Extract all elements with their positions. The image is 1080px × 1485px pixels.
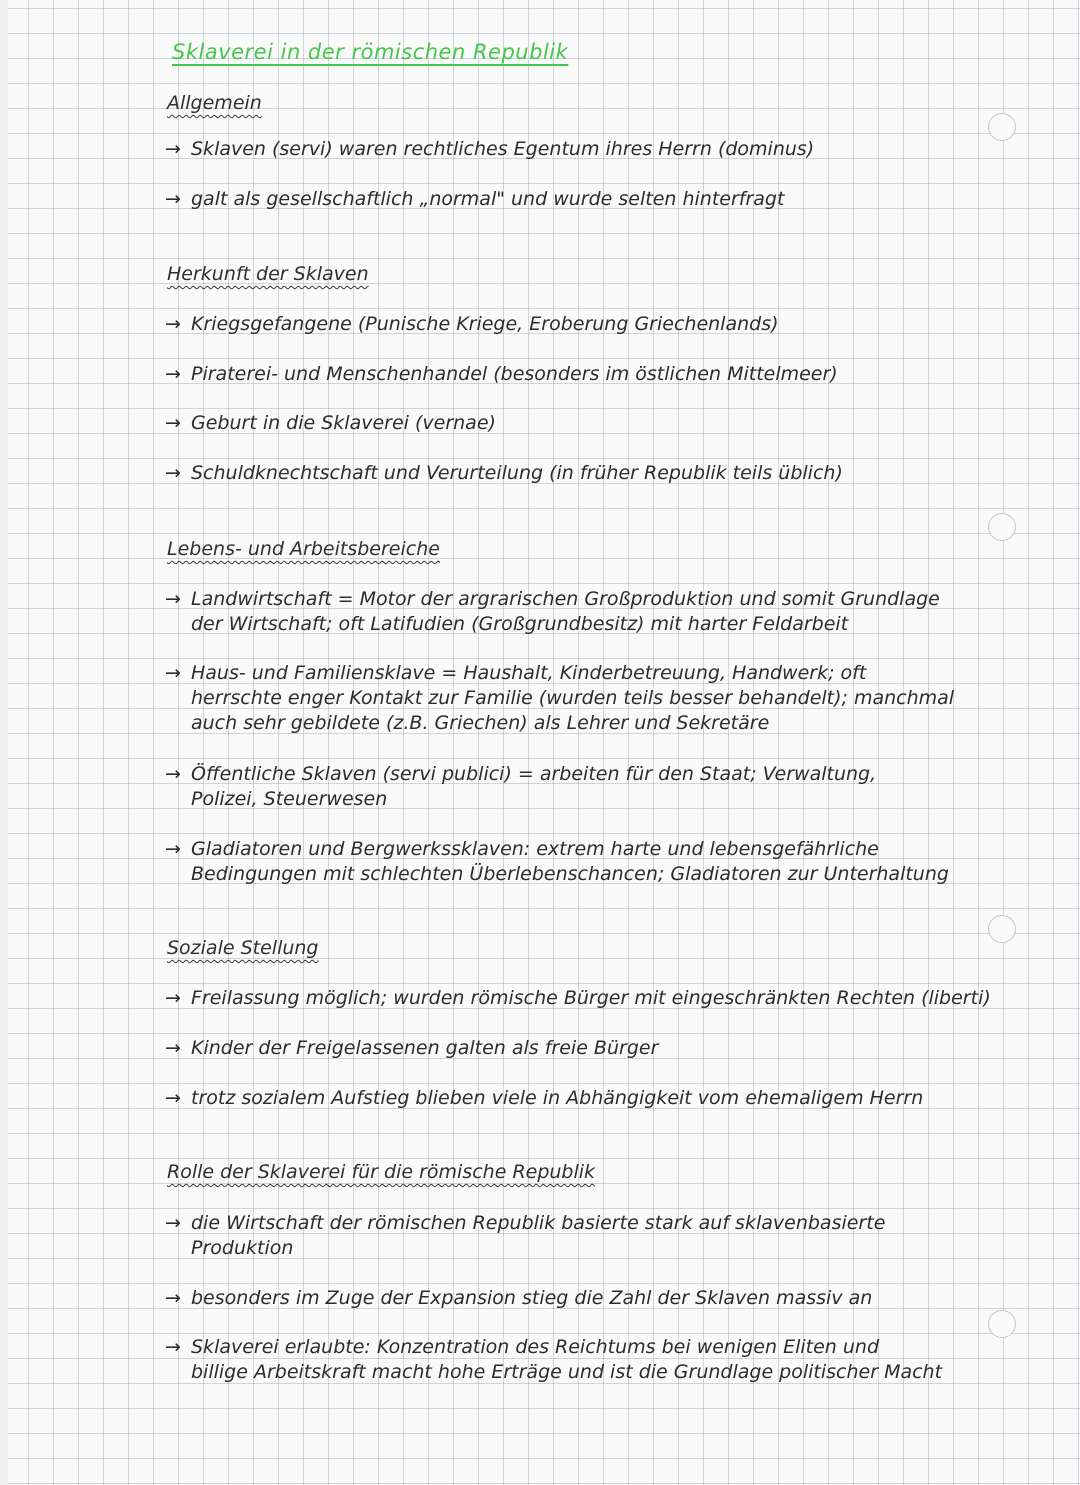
arrow-icon: → bbox=[165, 662, 181, 684]
page-title: Sklaverei in der römischen Republik bbox=[172, 40, 569, 64]
arrow-icon: → bbox=[165, 138, 181, 160]
arrow-icon: → bbox=[165, 1287, 181, 1309]
arrow-icon: → bbox=[165, 838, 181, 860]
arrow-icon: → bbox=[165, 188, 181, 210]
section-heading-rolle: Rolle der Sklaverei für die römische Republik bbox=[167, 1161, 596, 1183]
list-item: → Landwirtschaft = Motor der argrarischen Großproduktion und somit Grundlage der Wirtschaft; oft Latifudien (Großgrundbesitz) mit harter Feldarbeit bbox=[165, 588, 940, 635]
list-item: → Piraterei- und Menschenhandel (besonders im östlichen Mittelmeer) bbox=[165, 363, 838, 385]
list-item: → Gladiatoren und Bergwerkssklaven: extrem harte und lebensgefährliche Bedingungen mit schlechten Überlebenschancen; Gladiatoren zur Unterhaltung bbox=[165, 838, 949, 885]
list-item: → galt als gesellschaftlich „normal" und wurde selten hinterfragt bbox=[165, 188, 785, 210]
list-item: → Haus- und Familiensklave = Haushalt, Kinderbetreuung, Handwerk; oft herrschte enger Kontakt zur Familie (wurden teils besser behandelt); manchmal auch sehr gebildete (z.B. Griechen) als Lehrer und Sekretäre bbox=[165, 662, 955, 734]
arrow-icon: → bbox=[165, 412, 181, 434]
arrow-icon: → bbox=[165, 588, 181, 610]
page-edge bbox=[0, 0, 8, 1485]
punch-hole bbox=[988, 1310, 1016, 1338]
list-item: → Sklaven (servi) waren rechtliches Egentum ihres Herrn (dominus) bbox=[165, 138, 815, 160]
list-item: → Öffentliche Sklaven (servi publici) = arbeiten für den Staat; Verwaltung, Polizei, Steuerwesen bbox=[165, 763, 877, 810]
arrow-icon: → bbox=[165, 1212, 181, 1234]
arrow-icon: → bbox=[165, 1336, 181, 1358]
list-item: → die Wirtschaft der römischen Republik basierte stark auf sklavenbasierte Produktion bbox=[165, 1212, 886, 1259]
list-item: → Geburt in die Sklaverei (vernae) bbox=[165, 412, 496, 434]
arrow-icon: → bbox=[165, 313, 181, 335]
arrow-icon: → bbox=[165, 1037, 181, 1059]
list-item: → Freilassung möglich; wurden römische Bürger mit eingeschränkten Rechten (liberti) bbox=[165, 987, 991, 1009]
arrow-icon: → bbox=[165, 1087, 181, 1109]
section-heading-lebensbereiche: Lebens- und Arbeitsbereiche bbox=[167, 538, 440, 560]
arrow-icon: → bbox=[165, 363, 181, 385]
arrow-icon: → bbox=[165, 987, 181, 1009]
list-item: → besonders im Zuge der Expansion stieg die Zahl der Sklaven massiv an bbox=[165, 1287, 873, 1309]
list-item: → Sklaverei erlaubte: Konzentration des Reichtums bei wenigen Eliten und billige Arbeitskraft macht hohe Erträge und ist die Grundlage politischer Macht bbox=[165, 1336, 943, 1383]
list-item: → Schuldknechtschaft und Verurteilung (in früher Republik teils üblich) bbox=[165, 462, 843, 484]
punch-hole bbox=[988, 513, 1016, 541]
punch-hole bbox=[988, 915, 1016, 943]
section-heading-allgemein: Allgemein bbox=[167, 92, 262, 114]
list-item: → trotz sozialem Aufstieg blieben viele in Abhängigkeit vom ehemaligem Herrn bbox=[165, 1087, 924, 1109]
list-item: → Kinder der Freigelassenen galten als freie Bürger bbox=[165, 1037, 659, 1059]
list-item: → Kriegsgefangene (Punische Kriege, Eroberung Griechenlands) bbox=[165, 313, 779, 335]
arrow-icon: → bbox=[165, 763, 181, 785]
section-heading-herkunft: Herkunft der Sklaven bbox=[167, 263, 369, 285]
section-heading-soziale-stellung: Soziale Stellung bbox=[167, 937, 319, 959]
arrow-icon: → bbox=[165, 462, 181, 484]
